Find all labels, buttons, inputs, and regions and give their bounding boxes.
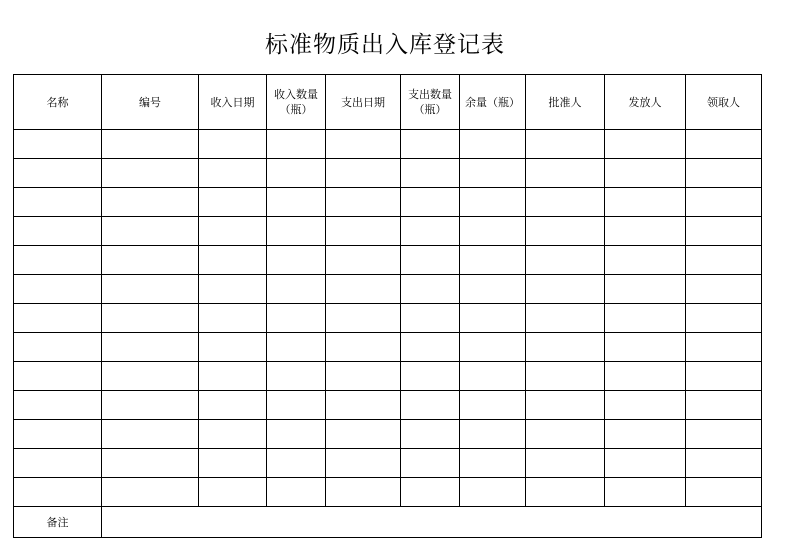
table-cell xyxy=(605,304,686,333)
table-cell xyxy=(199,449,267,478)
column-header xyxy=(401,75,460,130)
table-cell xyxy=(326,478,401,507)
table-row xyxy=(14,130,762,159)
table-cell xyxy=(686,304,762,333)
table-cell xyxy=(267,188,326,217)
table-cell xyxy=(401,188,460,217)
table-cell xyxy=(401,304,460,333)
table-cell xyxy=(14,304,102,333)
table-cell xyxy=(686,275,762,304)
table-cell xyxy=(14,362,102,391)
table-cell xyxy=(460,246,526,275)
table-row xyxy=(14,159,762,188)
table-cell xyxy=(401,391,460,420)
remarks-row xyxy=(14,507,762,538)
table-cell xyxy=(102,217,199,246)
table-cell xyxy=(605,275,686,304)
table-cell xyxy=(199,130,267,159)
column-header-text: 发放人 xyxy=(628,95,662,109)
column-header xyxy=(686,75,762,130)
column-header-text: 名称 xyxy=(46,95,69,109)
table-cell xyxy=(526,362,605,391)
column-header xyxy=(526,75,605,130)
table-cell xyxy=(686,159,762,188)
column-header xyxy=(326,75,401,130)
table-cell xyxy=(686,362,762,391)
column-header-text: 编号 xyxy=(139,95,161,109)
table-cell xyxy=(267,217,326,246)
table-cell xyxy=(14,130,102,159)
table-cell xyxy=(326,333,401,362)
table-cell xyxy=(460,391,526,420)
table-cell xyxy=(460,217,526,246)
table-cell xyxy=(102,362,199,391)
table-cell xyxy=(526,159,605,188)
table-row xyxy=(14,188,762,217)
table-cell xyxy=(102,333,199,362)
table-cell xyxy=(605,478,686,507)
table-cell xyxy=(326,391,401,420)
column-header xyxy=(199,75,267,130)
table-cell xyxy=(326,304,401,333)
table-cell xyxy=(526,449,605,478)
table-row xyxy=(14,217,762,246)
column-header xyxy=(460,75,526,130)
table-cell xyxy=(102,159,199,188)
table-cell xyxy=(199,159,267,188)
column-header xyxy=(14,75,102,130)
page-title: 标准物质出入库登记表 xyxy=(265,32,505,58)
table-cell xyxy=(14,478,102,507)
column-header-text: 支出日期 xyxy=(341,95,385,109)
column-header xyxy=(605,75,686,130)
table-cell xyxy=(267,159,326,188)
table-cell xyxy=(686,217,762,246)
table-cell xyxy=(267,449,326,478)
header-row xyxy=(14,75,762,130)
column-header-text: 收入日期 xyxy=(210,95,255,109)
table-cell xyxy=(102,275,199,304)
table-cell xyxy=(267,304,326,333)
table-cell xyxy=(526,217,605,246)
table-cell xyxy=(401,246,460,275)
table-cell xyxy=(14,333,102,362)
table-cell xyxy=(605,449,686,478)
table-cell xyxy=(686,391,762,420)
table-cell xyxy=(605,391,686,420)
table-cell xyxy=(686,420,762,449)
table-cell xyxy=(14,159,102,188)
table-cell xyxy=(460,420,526,449)
table-cell xyxy=(460,362,526,391)
table-cell xyxy=(605,362,686,391)
table-cell xyxy=(526,275,605,304)
table-cell xyxy=(199,333,267,362)
table-cell xyxy=(102,420,199,449)
column-header xyxy=(102,75,199,130)
table-cell xyxy=(401,275,460,304)
table-cell xyxy=(460,275,526,304)
table-cell xyxy=(102,478,199,507)
table-cell xyxy=(686,246,762,275)
column-header-text: （瓶） xyxy=(279,103,313,116)
column-header-text: （瓶） xyxy=(413,103,447,116)
table-cell xyxy=(526,188,605,217)
table-row xyxy=(14,275,762,304)
table-cell xyxy=(686,130,762,159)
table-cell xyxy=(686,188,762,217)
table-row xyxy=(14,333,762,362)
table-cell xyxy=(14,246,102,275)
register-table xyxy=(13,74,762,538)
column-header xyxy=(267,75,326,130)
table-row xyxy=(14,449,762,478)
table-cell xyxy=(102,246,199,275)
table-cell xyxy=(199,217,267,246)
table-cell xyxy=(102,304,199,333)
table-cell xyxy=(401,130,460,159)
table-cell xyxy=(14,420,102,449)
table-cell xyxy=(605,217,686,246)
table-row xyxy=(14,391,762,420)
table-cell xyxy=(102,391,199,420)
table-cell xyxy=(199,304,267,333)
table-cell xyxy=(267,478,326,507)
table-cell xyxy=(605,246,686,275)
table-cell xyxy=(686,333,762,362)
table-row xyxy=(14,304,762,333)
table-cell xyxy=(326,449,401,478)
table-cell xyxy=(326,217,401,246)
table-row xyxy=(14,478,762,507)
table-body xyxy=(14,130,762,538)
table-cell xyxy=(401,362,460,391)
table-cell xyxy=(199,391,267,420)
table-cell xyxy=(686,478,762,507)
table-cell xyxy=(14,217,102,246)
table-cell xyxy=(460,130,526,159)
table-cell xyxy=(326,159,401,188)
table-cell xyxy=(526,333,605,362)
table-cell xyxy=(401,159,460,188)
table-cell xyxy=(526,420,605,449)
table-cell xyxy=(267,420,326,449)
table-cell xyxy=(326,362,401,391)
table-cell xyxy=(102,188,199,217)
column-header-text: 领取人 xyxy=(707,95,740,109)
table-cell xyxy=(526,391,605,420)
table-cell xyxy=(14,391,102,420)
table-cell xyxy=(526,304,605,333)
table-cell xyxy=(526,478,605,507)
table-cell xyxy=(326,130,401,159)
table-cell xyxy=(605,130,686,159)
table-cell xyxy=(267,362,326,391)
remarks-label: 备注 xyxy=(14,507,102,538)
table-cell xyxy=(14,449,102,478)
table-cell xyxy=(401,420,460,449)
table-cell xyxy=(199,420,267,449)
table-cell xyxy=(326,246,401,275)
table-cell xyxy=(460,159,526,188)
table-cell xyxy=(460,449,526,478)
table-cell xyxy=(326,420,401,449)
table-cell xyxy=(605,188,686,217)
table-cell xyxy=(267,130,326,159)
table-cell xyxy=(605,333,686,362)
table-cell xyxy=(102,130,199,159)
column-header-text: 批准人 xyxy=(548,95,582,109)
table-cell xyxy=(326,275,401,304)
table-cell xyxy=(199,362,267,391)
table-cell xyxy=(526,130,605,159)
table-cell xyxy=(460,478,526,507)
table-cell xyxy=(686,449,762,478)
column-header-text: 收入数量 xyxy=(274,88,318,101)
column-header-text: 支出数量 xyxy=(408,88,452,101)
table-cell xyxy=(267,246,326,275)
table-cell xyxy=(401,478,460,507)
table-cell xyxy=(401,217,460,246)
table-cell xyxy=(526,246,605,275)
remarks-field xyxy=(102,507,762,538)
table-row xyxy=(14,362,762,391)
table-cell xyxy=(199,246,267,275)
table-cell xyxy=(326,188,401,217)
table-cell xyxy=(605,420,686,449)
table-cell xyxy=(14,188,102,217)
table-cell xyxy=(267,391,326,420)
table-cell xyxy=(14,275,102,304)
table-cell xyxy=(267,275,326,304)
table-cell xyxy=(267,333,326,362)
table-cell xyxy=(460,333,526,362)
table-cell xyxy=(199,275,267,304)
table-cell xyxy=(199,478,267,507)
table-cell xyxy=(401,449,460,478)
table-row xyxy=(14,420,762,449)
column-header-text: 余量（瓶） xyxy=(465,95,520,109)
table-cell xyxy=(401,333,460,362)
table-cell xyxy=(460,188,526,217)
table-cell xyxy=(605,159,686,188)
table-row xyxy=(14,246,762,275)
table-cell xyxy=(199,188,267,217)
table-cell xyxy=(102,449,199,478)
table-cell xyxy=(460,304,526,333)
